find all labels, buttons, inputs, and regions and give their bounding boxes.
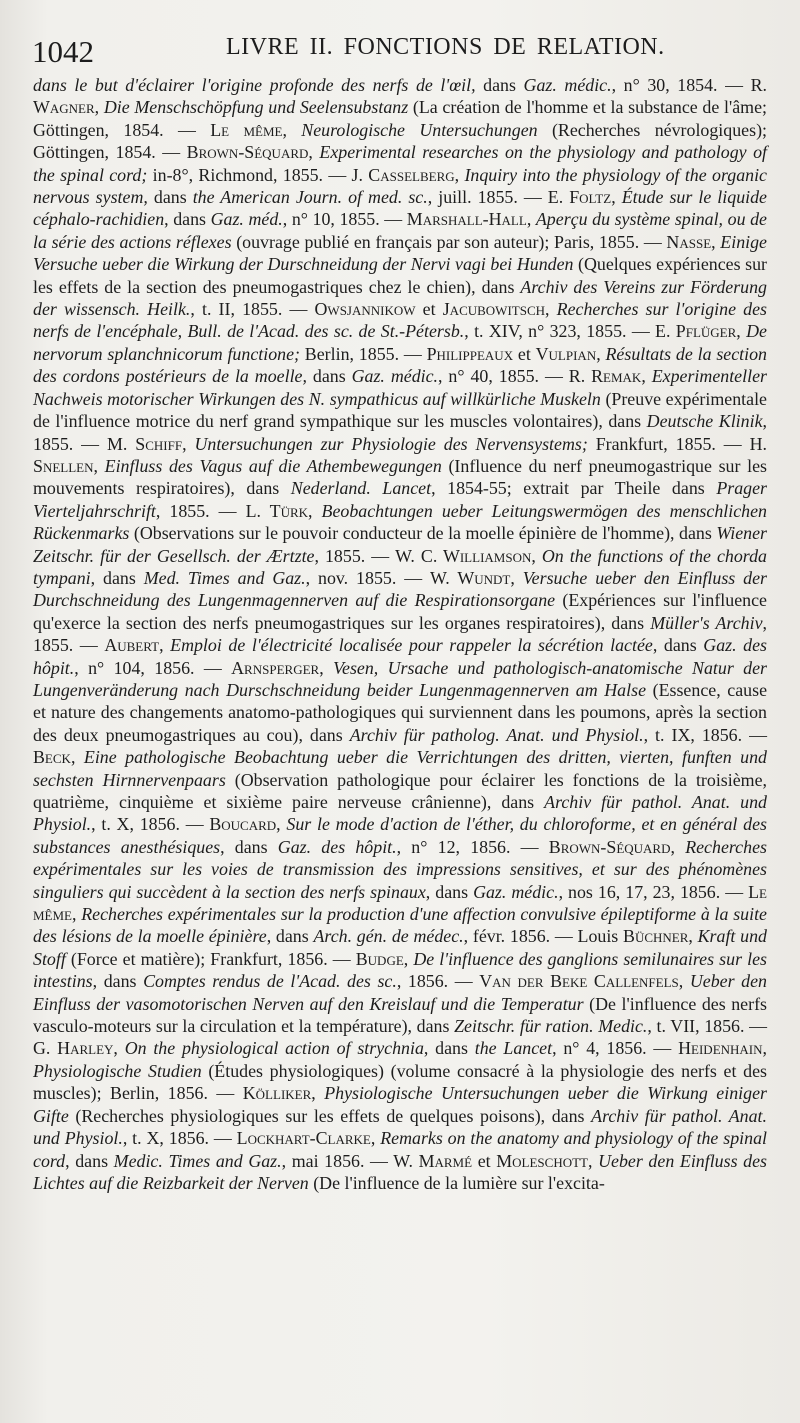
author-name-run: Le même [33,881,767,925]
italic-title-run: Gaz. des hôpit. [277,836,397,857]
text-run: (Influence du nerf pneumogastrique sur les mouvements respiratoires), dans [33,455,767,499]
text-run: , [319,657,334,678]
italic-title-run: Prager Vierteljahrschrift [33,478,767,521]
text-run: (Preuve expérimentale de l'influence motrice du nerf grand sympathique sur les muscles volontaires), dans [33,388,767,432]
text-run: , dans [220,836,278,857]
text-run: (ouvrage publié en français par son auteur); Paris, 1855. — [231,231,667,252]
text-run: , n° 104, 1856. — [74,657,232,678]
text-run: , 1854-55; extrait par Theile dans [431,478,717,499]
author-name-run: Le même [210,119,283,140]
text-run: et [472,1150,497,1171]
author-name-run: G. Harley [33,1038,114,1059]
text-run: , [641,366,652,387]
text-run: , [370,1128,381,1149]
text-run: , 1855. — [33,612,768,656]
text-run: , nos 16, 17, 23, 1856. — [558,881,749,902]
italic-title-run: Comptes rendus de l'Acad. des sc. [143,971,397,992]
text-run: , n° 12, 1856. — [396,836,549,857]
italic-title-run: Ueber den Einfluss der vasomotorischen Nerven auf den Kreislauf und die Temperatur [33,971,767,1014]
text-run: (De l'influence de la lumière sur l'excita- [308,1172,605,1193]
author-name-run: Philippeaux [426,343,514,364]
text-run: , [587,1150,599,1171]
text-run: , [72,904,82,925]
text-run: (Essence, cause et nature des changements anatomo-pathologiques qui surviennent dans les poumons, après la section des deux pneumogastriques au cou), dans [33,679,768,745]
italic-title-run: Zeitschr. für ration. Medic. [454,1016,648,1037]
italic-title-run: Müller's Archiv [650,612,763,633]
text-run: , févr. 1856. — Louis [463,926,624,947]
author-name-run: R. Wagner [33,75,767,118]
text-run: , [94,97,104,118]
author-name-run: Lockhart-Clarke [236,1128,371,1149]
text-run: , [159,635,171,656]
italic-title-run: Einfluss des Vagus auf die Athembewegungen [104,455,442,476]
text-run: , juill. 1855. — [427,187,548,208]
text-run: (Observation pathologique pour éclairer les fonctions de la troisième, quatrième, cinquième et sixième paire nerveuse crânienne), dans [33,769,767,812]
text-run: , dans [266,926,314,947]
text-run: , t. II, 1855. — [190,299,315,320]
author-name-run: J. Casselberg [351,164,455,185]
italic-title-run: Étude sur le liquide céphalo-rachidien [33,187,767,230]
italic-title-run: Physiologische Untersuchungen ueber die Wirkung einiger Gifte [33,1083,767,1126]
italic-title-run: De l'influence des ganglions semilunaires sur les intestins [33,948,767,992]
text-run: dans [147,187,193,208]
text-run: (Études physiologiques) (volume consacré à la physiologie des nerfs et des muscles); Berlin, 1856. — [33,1060,768,1104]
italic-title-run: Résultats de la section des cordons postérieurs de la moelle, [33,343,767,387]
italic-title-run: Gaz. méd. [210,209,283,230]
text-run: , [531,545,542,566]
text-run: dans [306,366,352,387]
italic-title-run: Med. Times and Gaz. [143,567,306,588]
text-run: , t. VII, 1856. — [647,1016,768,1037]
italic-title-run: Gaz. médic. [523,75,612,95]
author-name-run: Marmé [418,1150,473,1171]
author-name-run: M. Schiff [106,433,183,454]
page-header [30,30,770,74]
italic-title-run: Aperçu du système spinal, ou de la série des actions réflexes [33,209,767,252]
text-run: , [182,433,195,454]
italic-title-run: Neurologische Untersuchungen [301,119,538,140]
text-run: , [762,1038,767,1059]
text-run: , [736,321,747,342]
author-name-run: Van der Beke Callenfels [479,971,679,992]
text-run: , dans [92,971,144,992]
text-run: , dans [652,635,704,656]
text-run: (Observations sur le pouvoir conducteur de la moelle épinière de l'homme), dans [129,523,717,544]
text-run: , dans [164,209,211,230]
text-run: , 1856. — [396,971,480,992]
text-run: Frankfurt, 1855. — [587,433,750,454]
text-run: , [510,567,523,588]
author-name-run: Brown-Séquard [548,836,671,857]
italic-title-run: Archiv für pathol. Anat. und Physiol. [33,792,767,835]
text-run: , [70,747,84,768]
author-name-run: Heidenhain [678,1038,763,1059]
italic-title-run: Archiv für pathol. Anat. und Physiol. [33,1105,767,1149]
italic-title-run: Medic. Times and Gaz. [113,1150,282,1171]
author-name-run: E. Foltz [547,187,612,208]
author-name-run: Vulpian [535,343,597,364]
text-run: (La création de l'homme et la substance de l'âme; Göttingen, 1854. — [33,97,767,140]
text-run: (Force et matière); Frankfurt, 1856. — [65,948,356,969]
author-name-run: E. Pflüger [655,321,737,342]
text-run: et [415,299,443,320]
text-run: , n° 10, 1855. — [282,209,407,230]
text-run: (Quelques expériences sur les effets de la section des pneumogastriques chez le chien), dans [33,254,767,297]
author-name-run: Jacubowitsch [442,299,546,320]
italic-title-run: Recherches expérimentales sur la production d'une affection convulsive épileptiforme à la suite des lésions de la moelle épinière [33,904,767,947]
author-name-run: Owsjannikow [314,299,416,320]
italic-title-run: Archiv des Vereins zur Förderung der wissensch. Heilk. [33,276,767,320]
italic-title-run: Emploi de l'électricité localisée pour rappeler la sécrétion lactée [170,635,653,656]
text-run: , [526,209,536,230]
text-run: , [670,836,686,857]
italic-title-run: On the functions of the chorda tympani [33,545,767,588]
text-run: , [311,1083,325,1104]
italic-title-run: Recherches sur l'origine des nerfs de l'encéphale, Bull. de l'Acad. des sc. de St.-Pétersb. [33,299,768,342]
author-name-run: Büchner [623,926,689,947]
author-name-run: Moleschott [496,1150,588,1171]
text-run: , [276,814,287,835]
italic-title-run: Ueber den Einfluss des Lichtes auf die Reizbarkeit der Nerven [33,1150,768,1193]
running-head: LIVRE II. FONCTIONS DE RELATION. [226,34,665,60]
italic-title-run: Versuche ueber den Einfluss der Durchschneidung des Lungenmagennerven auf die Respirationsorgane [33,567,768,611]
italic-title-run: Kraft und Stoff [33,926,767,969]
text-run: , dans [425,881,474,902]
author-name-run: Boucard [209,814,277,835]
text-run: , [308,500,322,521]
author-name-run: Aubert [104,635,160,656]
text-run: , 1855. — [155,500,246,521]
text-run: et [513,343,536,364]
bibliography-paragraph [33,74,767,1194]
italic-title-run: Nederland. Lancet [290,478,432,499]
text-run: , [688,926,698,947]
text-run: , [711,231,721,252]
italic-title-run: Die Menschschöpfung und Seelensubstanz [103,97,409,118]
italic-title-run: Archiv für patholog. Anat. und Physiol. [349,724,644,745]
text-run: (Recherches physiologiques sur les effets de quelques poisons), dans [68,1105,592,1126]
author-name-run: L. Türk [245,500,309,521]
italic-title-run: the American Journ. of med. sc. [192,187,428,208]
text-run: , dans [65,1150,114,1171]
italic-title-run: Gaz. des hôpit. [33,635,768,678]
author-name-run: Marshall-Hall [406,209,527,230]
italic-title-run: Vesen, Ursache und pathologisch-anatomische Natur der Lungenveränderung nach Durschschneidung beider Lungenmagennerven am Halse [33,657,768,700]
italic-title-run: Experimental researches on the physiology and pathology of the spinal cord; [33,142,767,185]
text-run: , [308,142,320,163]
italic-title-run: Remarks on the anatomy and physiology of the spinal cord [33,1128,767,1171]
author-name-run: W. Wundt [430,567,511,588]
text-run: Berlin, 1855. — [300,343,427,364]
author-name-run: Beck [33,747,71,768]
text-run: , dans [423,1038,475,1059]
text-run: , n° 40, 1855. — [438,366,569,387]
author-name-run: W. C. Williamson [395,545,532,566]
text-run: , mai 1856. — W. [281,1150,419,1171]
italic-title-run: Physiologische Studien [33,1060,202,1081]
text-run: , dans [90,567,144,588]
text-run: , [545,299,557,320]
italic-title-run: Gaz. médic. [351,366,439,387]
italic-title-run: dans le but d'éclairer l'origine profonde des nerfs de l'œil, [33,75,484,95]
text-run: (Recherches névrologiques); Göttingen, 1854. — [33,119,767,163]
italic-title-run: Untersuchungen zur Physiologie des Nervensystems; [194,433,588,454]
italic-title-run: Einige Versuche ueber die Wirkung der Durschneidung der Nervi vagi bei Hunden [33,231,767,275]
text-run: , [678,971,690,992]
author-name-run: Budge [355,948,404,969]
text-run: , t. X, 1856. — [122,1128,237,1149]
italic-title-run: Arch. gén. de médec. [313,926,464,947]
author-name-run: Brown-Séquard [186,142,309,163]
text-run: , 1855. — [314,545,396,566]
text-run: (Expériences sur l'influence qu'exerce la section des nerfs pneumogastriques sur les organes respiratoires), dans [33,590,767,633]
text-run: , 1855. — [33,411,767,454]
italic-title-run: Recherches expérimentales sur les voies de transmission des impressions sensitives, et sur des phénomènes singuliers qui succèdent à la section des nerfs spinaux [33,836,767,902]
italic-title-run: Sur le mode d'action de l'éther, du chloroforme, et en général des substances anesthésiques [33,814,767,857]
italic-title-run: Inquiry into the physiology of the organic nervous system, [33,164,767,208]
text-run: , [93,455,105,476]
text-run: , t. XIV, n° 323, 1855. — [464,321,656,342]
author-name-run: R. Remak [568,366,642,387]
text-run: in-8°, Richmond, 1855. — [147,164,352,185]
text-run: , [282,119,302,140]
page-number: 1042 [32,34,94,69]
italic-title-run: Deutsche Klinik [646,411,763,432]
italic-title-run: Experimenteller Nachweis motorischer Wirkungen des N. sympathicus auf willkürliche Muskeln [33,366,767,409]
text-run: , [113,1038,125,1059]
text-run: , t. IX, 1856. — [643,724,767,745]
text-run: , [454,164,465,185]
author-name-run: Kölliker [242,1083,312,1104]
text-run: dans [483,75,524,95]
text-run: , n° 30, 1854. — [611,75,751,95]
text-run: , t. X, 1856. — [91,814,210,835]
italic-title-run: De nervorum splanchnicorum functione; [33,321,767,364]
author-name-run: H. Snellen [33,433,768,476]
author-name-run: Arnsperger [231,657,320,678]
italic-title-run: Gaz. médic. [473,881,559,902]
text-run: , nov. 1855. — [305,567,431,588]
italic-title-run: Beobachtungen ueber Leitungswermögen des menschlichen Rückenmarks [33,500,767,544]
text-run: , n° 4, 1856. — [552,1038,679,1059]
text-run: , [596,343,606,364]
text-run: , [611,187,622,208]
italic-title-run: the Lancet [474,1038,553,1059]
italic-title-run: On the physiological action of strychnia [124,1038,424,1059]
italic-title-run: Wiener Zeitschr. für der Gesellsch. der Ærtzte [33,523,767,566]
italic-title-run: Eine pathologische Beobachtung ueber die Verrichtungen des dritten, vierten, funften und sechsten Hirnnervenpaars [33,747,767,790]
text-run: (De l'influence des nerfs vasculo-moteurs sur la circulation et la température), dans [33,993,768,1037]
author-name-run: Nasse [666,231,712,252]
text-run: , [403,948,414,969]
